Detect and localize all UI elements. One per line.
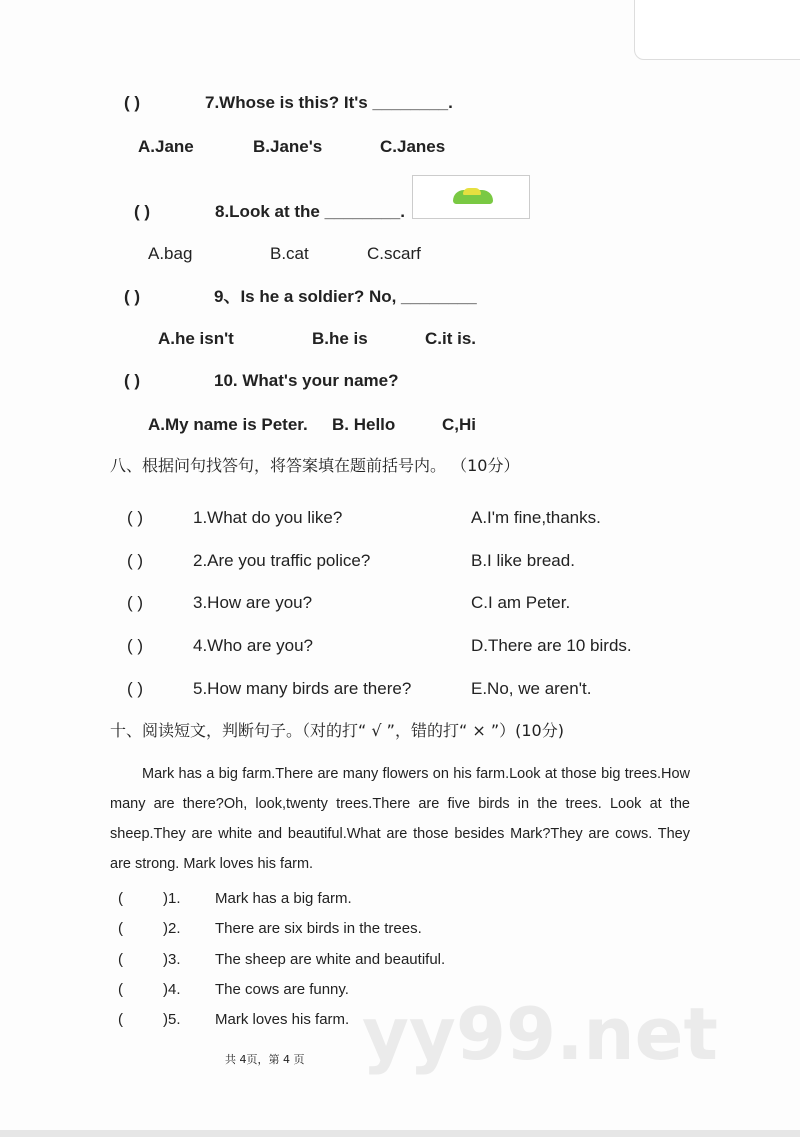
page-edge xyxy=(0,1130,800,1137)
match-paren: ( ) xyxy=(127,508,144,527)
q7-option-c: C.Janes xyxy=(380,137,446,156)
section10-heading: 十、阅读短文，判断句子。（对的打“ √ ”，错的打“ × ”）(10分) xyxy=(110,721,564,740)
q9-text: 9、Is he a soldier? No, ________ xyxy=(214,287,477,306)
q8-option-b: B.cat xyxy=(270,244,309,263)
match-paren: ( ) xyxy=(127,636,144,655)
judge-statement: The sheep are white and beautiful. xyxy=(215,951,446,968)
q8-paren: ( ) xyxy=(134,202,151,221)
match-paren: ( ) xyxy=(127,551,144,570)
reading-passage: Mark has a big farm.There are many flowers on his farm.Look at those big trees.How many are there?Oh, look,twenty trees.There are five birds in the trees. Look at the sheep.They are white and beautiful.What are those besides Mark?They are cows. They are strong. Mark loves his farm. xyxy=(110,766,690,872)
hat-picture xyxy=(412,175,530,219)
watermark: yy99.net xyxy=(362,992,718,1076)
judge-number: )5. xyxy=(163,1011,181,1028)
q9-option-a: A.he isn't xyxy=(158,329,234,348)
q9-option-b: B.he is xyxy=(312,329,368,348)
q10-option-a: A.My name is Peter. xyxy=(148,415,308,434)
section8-heading: 八、根据问句找答句，将答案填在题前括号内。 （10分） xyxy=(110,456,520,475)
match-paren: ( ) xyxy=(127,679,144,698)
q7-option-b: B.Jane's xyxy=(253,137,323,156)
q7-option-a: A.Jane xyxy=(138,137,194,156)
page-footer: 共 4页，第 4 页 xyxy=(225,1053,305,1066)
judge-statement: Mark loves his farm. xyxy=(215,1011,350,1028)
q10-paren: ( ) xyxy=(124,371,141,390)
match-answer: C.I am Peter. xyxy=(471,593,571,612)
q10-option-b: B. Hello xyxy=(332,415,396,434)
judge-number: )4. xyxy=(163,981,181,998)
judge-paren: ( xyxy=(118,920,123,937)
q9-option-c: C.it is. xyxy=(425,329,477,348)
judge-number: )3. xyxy=(163,951,181,968)
match-answer: B.I like bread. xyxy=(471,551,575,570)
judge-number: )1. xyxy=(163,890,181,907)
match-answer: D.There are 10 birds. xyxy=(471,636,632,655)
match-question: 3.How are you? xyxy=(193,593,313,612)
q7-text: 7.Whose is this? It's ________. xyxy=(205,93,453,112)
judge-statement: Mark has a big farm. xyxy=(215,890,352,907)
judge-statement: The cows are funny. xyxy=(215,981,349,998)
q10-text: 10. What's your name? xyxy=(214,371,399,390)
q10-option-c: C,Hi xyxy=(442,415,476,434)
judge-paren: ( xyxy=(118,951,123,968)
q9-paren: ( ) xyxy=(124,287,141,306)
judge-number: )2. xyxy=(163,920,181,937)
match-answer: E.No, we aren't. xyxy=(471,679,592,698)
match-answer: A.I'm fine,thanks. xyxy=(471,508,601,527)
match-question: 4.Who are you? xyxy=(193,636,314,655)
q8-text: 8.Look at the ________. xyxy=(215,202,405,221)
match-question: 5.How many birds are there? xyxy=(193,679,412,698)
judge-paren: ( xyxy=(118,1011,123,1028)
match-question: 1.What do you like? xyxy=(193,508,343,527)
q8-option-a: A.bag xyxy=(148,244,193,263)
q7-paren: ( ) xyxy=(124,93,141,112)
judge-paren: ( xyxy=(118,981,123,998)
judge-statement: There are six birds in the trees. xyxy=(215,920,422,937)
q8-option-c: C.scarf xyxy=(367,244,421,263)
judge-paren: ( xyxy=(118,890,123,907)
match-paren: ( ) xyxy=(127,593,144,612)
corner-panel xyxy=(634,0,800,60)
match-question: 2.Are you traffic police? xyxy=(193,551,371,570)
